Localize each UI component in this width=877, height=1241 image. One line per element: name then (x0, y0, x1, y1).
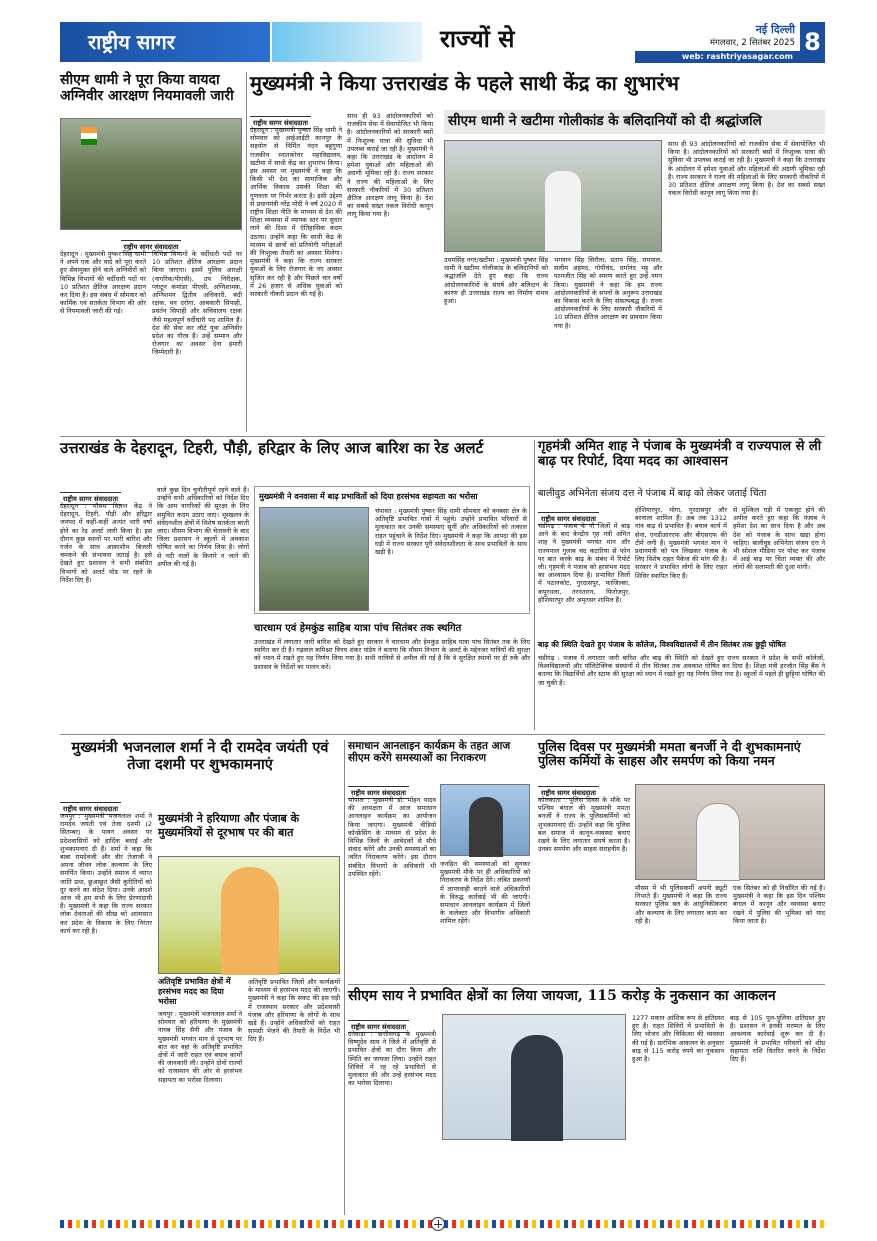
person-graphic (696, 803, 740, 881)
headline-bar (444, 110, 825, 134)
sub-body-2: उत्तराखंड में लगातार जारी बारिश को देखते हुए सरकार ने चारधाम और हेमकुंड साहिब यात्रा पांच सितंबर तक के लिए स्थगित कर दी है। गढ़वाल कमिश्नर विनय शंकर पांडेय ने बताया कि मौसम विभाग के अलर्ट के मद्देनजर यात्रियों की सुरक्षा को ध्यान में रखते हुए यह निर्णय लिया गया है। सभी यात्रियों से अपील की गई है कि वे सुरक्षित स्थानों पर ही रुकें और प्रशासन के निर्देशों का पालन करें। (254, 638, 530, 671)
byline (60, 234, 242, 251)
sub-headline: मुख्यमंत्री ने वनवासा में बाढ़ प्रभावितों को दिया हरसंभव सहायता का भरोसा (259, 492, 478, 501)
article-mamata (538, 740, 825, 980)
headline: गृहमंत्री अमित शाह ने पंजाब के मुख्यमंत्री व राज्यपाल से ली बाढ़ पर रिपोर्ट, दिया मदद का आश्वासन (538, 439, 822, 469)
divider (60, 734, 825, 735)
body-text: चंडीगढ़ : पंजाब के नौ जिलों में बाढ़ आने के बाद केन्द्रीय गृह मंत्री अमित शाह ने मुख्यमंत्री भगवंत मान और राज्यपाल गुलाब चंद कटारिया से फोन पर बात करके बाढ़ के संबंध में रिपोर्ट ली। गृहमंत्री ने पंजाब को हरसंभव मदद का आश्वासन दिया है। प्रभावित जिलों में पठानकोट, गुरदासपुर, फाजिल्का, कपूरथला, तरनतारन, फिरोजपुर, होशियारपुर और अमृतसर शामिल हैं। (538, 522, 630, 604)
brand-name: राष्ट्रीय सागर (88, 30, 175, 54)
headline: पुलिस दिवस पर मुख्यमंत्री ममता बनर्जी ने दी शुभकामनाएं पुलिस कर्मियों के साहस और समर्पण को किया नमन (538, 739, 801, 769)
article-rain (60, 440, 530, 730)
byline (538, 780, 638, 797)
headline: सीएम धामी ने खटीमा गोलीकांड के बलिदानियों को दी श्रद्धांजलि (448, 113, 762, 129)
sub-body: जयपुर : मुख्यमंत्री भजनलाल शर्मा ने सोमवार को हरियाणा के मुख्यमंत्री नायब सिंह सैनी और पंजाब के मुख्यमंत्री भगवंत मान से दूरभाष पर बात कर वहां के अतिवृष्टि प्रभावित क्षेत्रों में जारी राहत एवं बचाव कार्यों की जानकारी ली। उन्होंने दोनों राज्यों को राजस्थान की ओर से हरसंभव सहायता का भरोसा दिलाया। (158, 1010, 242, 1084)
body-text-2: जनहित की समस्याओं को सुनकर मुख्यमंत्री मौके पर ही अधिकारियों को निराकरण के निर्देश देंगे। लंबित प्रकरणों में लापरवाही बरतने वाले अधिकारियों के विरुद्ध कार्रवाई भी की जाएगी। समाधान आनलाइन कार्यक्रम में जिलों के कलेक्टर और विभागीय अधिकारी शामिल रहेंगे। (440, 860, 530, 926)
body-text: कोलकाता : पुलिस दिवस के मौके पर पश्चिम बंगाल की मुख्यमंत्री ममता बनर्जी ने राज्य के पुलिसकर्मियों को शुभकामनाएं दीं। उन्होंने कहा कि पुलिस बल समाज में कानून-व्यवस्था बनाए रखने के लिए लगातार संघर्ष करता है। उनका समर्पण और साहस सराहनीय है। (538, 796, 630, 854)
decorative-dots (272, 22, 422, 62)
body-text-2: वाले कुछ दिन चुनौतीपूर्ण रहने वाले हैं। उन्होंने सभी अधिकारियों को निर्देश दिए कि आम नागरिकों की सुरक्षा के लिए समुचित कदम उठाए जाएं। भूस्खलन के संवेदनशील क्षेत्रों में विशेष सतर्कता बरती जाए। मौसम विभाग की चेतावनी के बाद जिला प्रशासन ने स्कूलों में अवकाश घोषित करने का निर्णय लिया है। लोगों से नदी नालों के किनारे न जाने की अपील की गई है। (157, 486, 249, 568)
page-number: 8 (800, 22, 825, 62)
byline (250, 110, 350, 127)
masthead (60, 18, 825, 64)
photo-mohan-yadav (440, 784, 530, 856)
photo-mamata (635, 784, 825, 880)
article-mohan (348, 740, 530, 980)
divider (348, 984, 825, 985)
headline: उत्तराखंड के देहरादून, टिहरी, पौड़ी, हरिद्वार के लिए आज बारिश का रेड अलर्ट (60, 439, 484, 457)
photo-bhajanlal (158, 856, 340, 974)
city: नई दिल्ली (755, 23, 795, 36)
headline: सीएम साय ने प्रभावित क्षेत्रों का लिया जायजा, 115 करोड़ के नुकसान का आकलन (348, 988, 776, 1004)
byline-text: राष्ट्रीय सागर संवाददाता (60, 802, 121, 815)
body-text: देहरादून : मौसम विज्ञान केंद्र ने देहरादून, टिहरी, पौड़ी और हरिद्वार जनपद में कहीं-कहीं अत्यंत भारी वर्षा होने का रेड अलर्ट जारी किया है। इस दौरान कुछ स्थानों पर भारी बारिश और गर्जन के साथ आकाशीय बिजली चमकने की संभावना जताई है। इसे देखते हुए प्रशासन ने सभी संबंधित विभागों को अलर्ट मोड पर रहने के निर्देश दिए हैं। (60, 502, 152, 584)
byline-text: राष्ट्रीय सागर संवाददाता (250, 116, 311, 129)
photo-caption: अतिवृष्टि प्रभावित क्षेत्रों में हरसंभव मदद का दिया भरोसा (158, 976, 231, 1006)
divider (344, 740, 345, 1215)
article-sai (348, 988, 825, 1215)
photo-caption: उधमसिंह नगर/खटीमा : मुख्यमंत्री पुष्कर सिंह धामी ने खटीमा गोलीकांड के बलिदानियों को श्रद्धांजलि देते हुए कहा कि राज्य आंदोलनकारियों के संघर्ष और बलिदान के कारण ही उत्तराखंड राज्य का निर्माण संभव हुआ। (444, 256, 548, 306)
sub-body: चंपावत : मुख्यमंत्री पुष्कर सिंह धामी सोमवार को बनबसा क्षेत्र के अतिवृष्टि प्रभावित गांवों में पहुंचे। उन्होंने प्रभावित परिवारों से मुलाकात कर उनकी समस्याएं सुनीं और अधिकारियों को तत्काल राहत पहुंचाने के निर्देश दिए। मुख्यमंत्री ने कहा कि आपदा की इस घड़ी में राज्य सरकार पूरी संवेदनशीलता के साथ प्रभावितों के साथ खड़ी है। (375, 507, 527, 557)
byline-text: राष्ट्रीय सागर संवाददाता (348, 1020, 409, 1033)
sub-article-banbasa (254, 486, 530, 614)
body-text: जयपुर : मुख्यमंत्री भजनलाल शर्मा ने रामदेव जयंती एवं तेजा दशमी (2 सितम्बर) के पावन अवसर पर प्रदेशवासियों को हार्दिक बधाई और शुभकामनाएं दी हैं। शर्मा ने कहा कि बाबा रामदेवजी और वीर तेजाजी ने अपना जीवन लोक कल्याण के लिए समर्पित किया। उन्होंने समाज में व्याप्त जाति प्रथा, छुआछूत जैसी कुरीतियों को दूर करने का संदेश दिया। उनके आदर्श आज भी हम सभी के लिए प्रेरणादायी हैं। मुख्यमंत्री ने कहा कि राज्य सरकार लोक देवताओं की सीख को आत्मसात कर प्रदेश के विकास के लिए निरंतर कार्य कर रही है। (60, 812, 152, 935)
byline-text: राष्ट्रीय सागर संवाददाता (538, 512, 599, 525)
divider (246, 72, 247, 432)
body-text-2: होशियारपुर, मोगा, गुरदासपुर और बरनाला शामिल हैं। अब तक 1312 गांव बाढ़ से प्रभावित हैं। बचाव कार्य में सेना, एनडीआरएफ और बीएसएफ की टीमें लगी हैं। मुख्यमंत्री भगवंत मान ने प्रधानमंत्री को पत्र लिखकर पंजाब के लिए विशेष राहत पैकेज की मांग की है। सरकार ने प्रभावित लोगों के लिए राहत शिविर स्थापित किए हैं। (635, 506, 727, 580)
headline: मुख्यमंत्री ने किया उत्तराखंड के पहले साथी केंद्र का शुभारंभ (250, 71, 679, 95)
flag-graphic (81, 127, 97, 145)
body-text-3: एक सितंबर को ही निर्धारित की गई है। मुख्यमंत्री ने कहा कि इस दिन पश्चिम बंगाल में कानून और व्यवस्था बनाए रखने में पुलिस की भूमिका को याद किया जाता है। (733, 884, 825, 925)
body-text: दंतेवाड़ा : छत्तीसगढ़ के मुख्यमंत्री विष्णुदेव साय ने जिले में अतिवृष्टि से प्रभावित क्षेत्रों का दौरा किया और स्थिति का जायजा लिया। उन्होंने राहत शिविरों में रह रहे प्रभावितों से मुलाकात की और उन्हें हरसंभव मदद का भरोसा दिलाया। (348, 1030, 436, 1088)
person-graphic (545, 171, 581, 251)
photo-vishnudeo-sai (442, 1014, 626, 1140)
registration-mark-cross-v (438, 1220, 439, 1228)
article-shah (538, 440, 825, 730)
body-text-2: साथ ही 93 आंदोलनकारियों को राजकीय सेवा में सेवायोजित भी किया है। आंदोलनकारियों को सरकारी बसों में निःशुल्क यात्रा की सुविधा भी उपलब्ध कराई जा रही है। मुख्यमंत्री ने कहा कि उत्तराखंड के आंदोलन में हमेशा युवाओं और महिलाओं की अग्रणी भूमिका रही है। राज्य सरकार ने राज्य की महिलाओं के लिए सरकारी नौकरियों में 30 प्रतिशत क्षैतिज आरक्षण लागू किया है। देश का सबसे सख्त नकल विरोधी कानून लागू किया गया है। (347, 112, 433, 219)
person-graphic (511, 1035, 563, 1141)
sub-headline-2: चारधाम एवं हेमकुंड साहिब यात्रा पांच सितंबर तक स्थगित (254, 623, 462, 634)
section-title: राज्यों से (440, 24, 515, 53)
body-text-middle: भगवान सिंह सिरौला, प्रताप सिंह, रामपाल, सलीम अहमद, गोपीचंद, धर्मानंद भट्ट और परमजीत सिंह को स्मरण करते हुए उन्हें नमन किया। मुख्यमंत्री ने कहा कि हम राज्य आंदोलनकारियों के सपनों के अनुरूप उत्तराखंड का विकास करने के लिए संकल्पबद्ध हैं। राज्य आंदोलनकारियों के लिए सरकारी नौकरियों में 10 प्रतिशत क्षैतिज आरक्षण का प्रावधान किया गया है। (554, 256, 662, 330)
body-text-2: 1277 मकान आंशिक रूप से क्षतिग्रस्त हुए हैं। राहत शिविरों में प्रभावितों के लिए भोजन और चिकित्सा की व्यवस्था की गई है। प्रारंभिक आकलन के अनुसार बाढ़ से 115 करोड़ रुपये का नुकसान हुआ है। (632, 1014, 724, 1064)
byline-text: राष्ट्रीय सागर संवाददाता (60, 492, 121, 505)
body-text-3: बाढ़ से 105 पुल-पुलिया क्षतिग्रस्त हुए हैं। प्रशासन ने इनकी मरम्मत के लिए आवश्यक कार्रवाई शुरू कर दी है। मुख्यमंत्री ने प्रभावित परिवारों को शीघ्र सहायता राशि वितरित करने के निर्देश दिए हैं। (730, 1014, 825, 1064)
web-address (635, 51, 825, 63)
byline-text: राष्ट्रीय सागर संवाददाता (348, 786, 409, 799)
headline: सीएम धामी ने पूरा किया वायदा अग्निवीर आरक्षण नियमावली जारी (60, 72, 234, 105)
byline-text: राष्ट्रीय सागर संवाददाता (121, 240, 182, 253)
body-text-2: मौसम में भी पुलिसकर्मी अपनी ड्यूटी निभाते हैं। मुख्यमंत्री ने कहा कि राज्य सरकार पुलिस बल के आधुनिकीकरण और कल्याण के लिए लगातार काम कर रही है। (635, 884, 727, 925)
body-text: देहरादून : मुख्यमंत्री पुष्कर सिंह धामी ने सोमवार को आईआईटी कानपुर के सहयोग से निर्मित नंदन बहुगुणा राजकीय स्नातकोत्तर महाविद्यालय, खटीमा में साथी केंद्र का शुभारंभ किया। इस अवसर पर मुख्यमंत्री ने कहा कि किसी भी देश का सामाजिक और आर्थिक विकास उसकी शिक्षा की गुणवत्ता पर निर्भर करता है। इसी उद्देश्य से प्रधानमंत्री नरेंद्र मोदी ने वर्ष 2020 में राष्ट्रीय शिक्षा नीति के माध्यम से देश की शिक्षा व्यवस्था में व्यापक स्तर पर सुधार लाने की दिशा में ऐतिहासिक कदम उठाया। उन्होंने कहा कि साथी केंद्र के माध्यम से छात्रों को प्रतियोगी परीक्षाओं की निःशुल्क तैयारी का अवसर मिलेगा। मुख्यमंत्री ने कहा कि राज्य सरकार युवाओं के लिए रोजगार के नए अवसर सृजित कर रही है और पिछले चार वर्षों में 26 हजार से अधिक युवाओं को सरकारी नौकरी प्रदान की गई है। (250, 126, 342, 299)
headline: समाधान आनलाइन कार्यक्रम के तहत आज सीएम करेंगे समस्याओं का निराकरण (348, 740, 511, 765)
divider (60, 436, 825, 437)
body-text-right: साथ ही 93 आंदोलनकारियों को राजकीय सेवा में सेवायोजित भी किया है। आंदोलनकारियों को सरकारी बसों में निःशुल्क यात्रा की सुविधा भी उपलब्ध कराई जा रही है। मुख्यमंत्री ने कहा कि उत्तराखंड के आंदोलन में हमेशा युवाओं और महिलाओं की अग्रणी भूमिका रही है। राज्य सरकार ने राज्य की महिलाओं के लिए सरकारी नौकरियों में 30 प्रतिशत क्षैतिज आरक्षण लागू किया है। देश का सबसे सख्त नकल विरोधी कानून लागू किया गया है। (668, 140, 825, 198)
byline (538, 506, 638, 523)
web-address-text: web: rashtriyasagar.com (681, 52, 793, 61)
photo-khatima-tribute (444, 140, 662, 252)
body-text: भोपाल : मुख्यमंत्री डॉ. मोहन यादव की अध्यक्षता में आज समाधान आनलाइन कार्यक्रम का आयोजन किया जाएगा। मुख्यमंत्री वीडियो कॉन्फ्रेंसिंग के माध्यम से प्रदेश के विभिन्न जिलों के आवेदकों से सीधे संवाद करेंगे और उनकी समस्याओं का त्वरित निराकरण करेंगे। इस दौरान संबंधित विभागों के अधिकारी भी उपस्थित रहेंगे। (348, 796, 436, 878)
body-text: विभिन्न विभागों के वर्दीधारी पदों पर 10 प्रतिशत क्षैतिज आरक्षण प्रदान किया जाएगा। इसमें पुलिस आरक्षी (नागरिक/पीएसी), उप निरीक्षक, प्लाटून कमांडर पीएसी, अग्निशामक, अग्निशमन द्वितीय अधिकारी, बंदी रक्षक, वन दरोगा, आबकारी सिपाही, प्रवर्तन सिपाही और सचिवालय रक्षक जैसे महत्वपूर्ण वर्दीधारी पद शामिल हैं। देश की सेवा कर लौटे युवा अग्निवीर प्रदेश का गौरव हैं। उन्हें सम्मान और रोजगार का अवसर देना हमारी जिम्मेदारी है। (152, 250, 242, 357)
photo-agniveers (60, 118, 242, 230)
sub-body-2: अतिवृष्टि प्रभावित जिलों और कार्यक्रमों के माध्यम से हरसंभव मदद की जाएगी। मुख्यमंत्री ने कहा कि संकट की इस घड़ी में राजस्थान सरकार और प्रदेशवासी पंजाब और हरियाणा के लोगों के साथ खड़े हैं। उन्होंने अधिकारियों को राहत सामग्री भेजने की तैयारी के निर्देश भी दिए हैं। (248, 978, 340, 1044)
sub-headline: मुख्यमंत्री ने हरियाणा और पंजाब के मुख्यमंत्रियों से दूरभाष पर की बात (158, 812, 300, 839)
byline-text: राष्ट्रीय सागर संवाददाता (538, 786, 599, 799)
byline (60, 796, 160, 813)
article-bhajanlal (60, 740, 340, 1215)
sub-body: चंडीगढ़ : पंजाब में लगातार जारी बारिश और बाढ़ की स्थिति को देखते हुए राज्य सरकार ने प्रदेश के सभी कॉलेजों, विश्वविद्यालयों और पॉलिटेक्निक संस्थानों में तीन सितंबर तक अवकाश घोषित कर दिया है। शिक्षा मंत्री हरजोत सिंह बैंस ने बताया कि विद्यार्थियों और स्टाफ की सुरक्षा को ध्यान में रखते हुए यह निर्णय लिया गया है। स्कूलों में पहले ही छुट्टियां घोषित की जा चुकी हैं। (538, 654, 825, 687)
photo-banbasa (259, 507, 369, 611)
person-graphic (221, 867, 279, 975)
lead-text: देहरादून : मुख्यमंत्री पुष्कर सिंह धामी ने अपने एक और वादे को पूरा करते हुए सेवामुक्त होने वाले अग्निवीरों को विभिन्न विभागों की वर्दीधारी पदों पर 10 प्रतिशत क्षैतिज आरक्षण प्रदान कर दिया है। इस संबंध में सोमवार को कार्मिक एवं सतर्कता विभाग की ओर से नियमावली जारी की गई। (60, 250, 146, 316)
subhead: बालीवुड अभिनेता संजय दत्त ने पंजाब में बाढ़ को लेकर जताई चिंता (538, 488, 767, 499)
person-graphic (469, 797, 503, 857)
brand-band (60, 22, 270, 62)
sub-headline: बाढ़ की स्थिति देखते हुए पंजाब के कॉलेज, विश्वविद्यालयों में तीन सितंबर तक छुट्टी घोषित (538, 640, 786, 649)
article-khatima (444, 110, 825, 432)
date: मंगलवार, 2 सितंबर 2025 (709, 38, 795, 48)
divider (534, 440, 535, 730)
registration-mark-icon (431, 1217, 445, 1231)
headline: मुख्यमंत्री भजनलाल शर्मा ने दी रामदेव जयंती एवं तेजा दशमी पर शुभकामनाएं (71, 739, 329, 773)
article-agniveer (60, 72, 242, 432)
body-text-3: से मुश्किल घड़ी में एकजुट होने की अपील करते हुए कहा कि पंजाब ने हमेशा देश का साथ दिया है और अब देश को पंजाब के साथ खड़ा होना चाहिए। बालीवुड अभिनेता संजय दत्त ने भी सोशल मीडिया पर पोस्ट कर पंजाब में आई बाढ़ पर चिंता व्यक्त की और लोगों की सलामती की दुआ मांगी। (733, 506, 825, 572)
byline (348, 780, 448, 797)
